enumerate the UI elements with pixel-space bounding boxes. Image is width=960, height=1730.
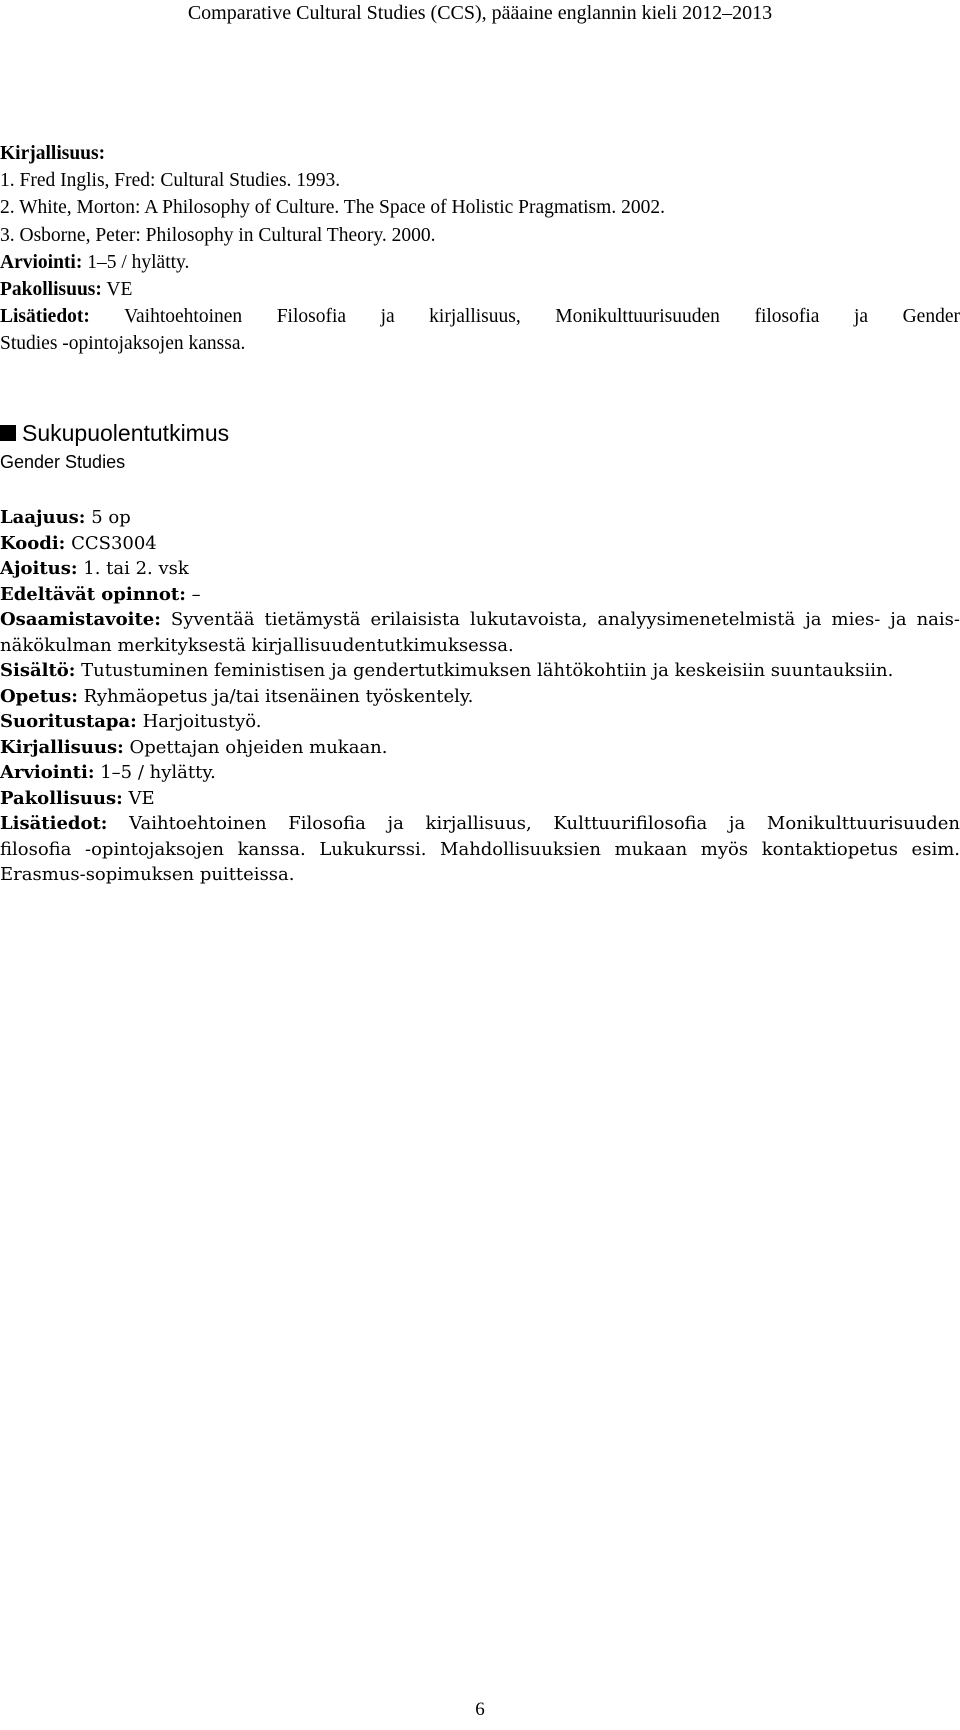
compulsory-label: Pakollisuus: xyxy=(0,279,102,301)
completion-label: Suoritustapa: xyxy=(0,711,137,732)
course-info-value-line-3: Erasmus-sopimuksen puitteissa. xyxy=(0,864,295,885)
course-assessment-value: 1–5 / hylätty. xyxy=(100,762,216,783)
course-info-label: Lisätiedot: xyxy=(0,813,108,834)
content-value: Tutustuminen feministisen ja gendertutkimuksen lähtökohtiin ja keskeisiin suuntauksiin. xyxy=(81,660,894,681)
code-label: Koodi: xyxy=(0,532,66,554)
scope-row xyxy=(0,505,960,531)
completion-value: Harjoitustyö. xyxy=(142,711,262,732)
course-title xyxy=(0,418,229,448)
teaching-label: Opetus: xyxy=(0,685,78,707)
running-header: Comparative Cultural Studies (CCS), pääaine englannin kieli 2012–2013 xyxy=(187,2,773,24)
literature-item-3: 3. Osborne, Peter: Philosophy in Cultural Theory. 2000. xyxy=(0,224,436,246)
course-assessment-row xyxy=(0,760,960,786)
code-row xyxy=(0,531,960,557)
prereq-value: – xyxy=(191,583,201,605)
course-details xyxy=(0,505,960,888)
code-value: CCS3004 xyxy=(71,532,157,554)
completion-row xyxy=(0,709,960,735)
info-value-line-2: Studies -opintojaksojen kanssa. xyxy=(0,333,246,355)
scope-value: 5 op xyxy=(91,507,131,528)
timing-row xyxy=(0,556,960,582)
info-label: Lisätiedot: xyxy=(0,306,90,328)
compulsory-value: VE xyxy=(106,279,133,301)
course-compulsory-row xyxy=(0,786,960,812)
course-literature-row xyxy=(0,735,960,761)
course-compulsory-value: VE xyxy=(128,787,155,809)
outcomes-value-line-1: Syventää tietämystä erilaisista lukutavoista, analyysimenetelmistä ja mies- ja nais- xyxy=(170,609,960,630)
assessment-label: Arviointi: xyxy=(0,251,83,273)
timing-value: 1. tai 2. vsk xyxy=(83,558,189,579)
outcomes-label: Osaamistavoite: xyxy=(0,609,161,630)
timing-label: Ajoitus: xyxy=(0,558,78,579)
literature-label: Kirjallisuus: xyxy=(0,143,106,164)
content-label: Sisältö: xyxy=(0,660,76,681)
course-literature-label: Kirjallisuus: xyxy=(0,736,124,758)
prereq-label: Edeltävät opinnot: xyxy=(0,583,186,605)
course-compulsory-label: Pakollisuus: xyxy=(0,787,123,809)
teaching-value: Ryhmäopetus ja/tai itsenäinen työskentely. xyxy=(83,685,474,707)
page-number: 6 xyxy=(475,1699,485,1720)
square-bullet-icon xyxy=(0,425,16,441)
previous-course-details xyxy=(0,140,960,358)
content-row xyxy=(0,658,960,684)
course-info-value-line-2: filosofia -opintojaksojen kanssa. Lukukurssi. Mahdollisuuksien mukaan myös kontaktiopetus esim. xyxy=(0,838,960,860)
course-literature-value: Opettajan ohjeiden mukaan. xyxy=(129,736,388,758)
outcomes-row-line-1 xyxy=(0,607,960,633)
assessment-row xyxy=(0,249,960,276)
course-assessment-label: Arviointi: xyxy=(0,762,95,783)
info-row-line-1 xyxy=(0,303,960,330)
prereq-row xyxy=(0,582,960,608)
course-info-value-line-1: Vaihtoehtoinen Filosofia ja kirjallisuus, Kulttuurifilosofia ja Monikulttuurisuuden xyxy=(129,813,960,834)
scope-label: Laajuus: xyxy=(0,507,86,528)
course-title-text: Sukupuolentutkimus xyxy=(22,420,230,446)
info-value-line-1: Vaihtoehtoinen Filosofia ja kirjallisuus, Monikulttuurisuuden filosofia ja Gender xyxy=(124,306,960,328)
course-info-row-line-1 xyxy=(0,811,960,837)
course-subtitle: Gender Studies xyxy=(0,452,126,472)
compulsory-row xyxy=(0,276,960,303)
teaching-row xyxy=(0,684,960,710)
outcomes-value-line-2: näkökulman merkityksestä kirjallisuudentutkimuksessa. xyxy=(0,634,514,656)
literature-item-2: 2. White, Morton: A Philosophy of Culture. The Space of Holistic Pragmatism. 2002. xyxy=(0,197,665,219)
assessment-value: 1–5 / hylätty. xyxy=(87,251,190,273)
literature-item-1: 1. Fred Inglis, Fred: Cultural Studies. 1993. xyxy=(0,170,341,192)
